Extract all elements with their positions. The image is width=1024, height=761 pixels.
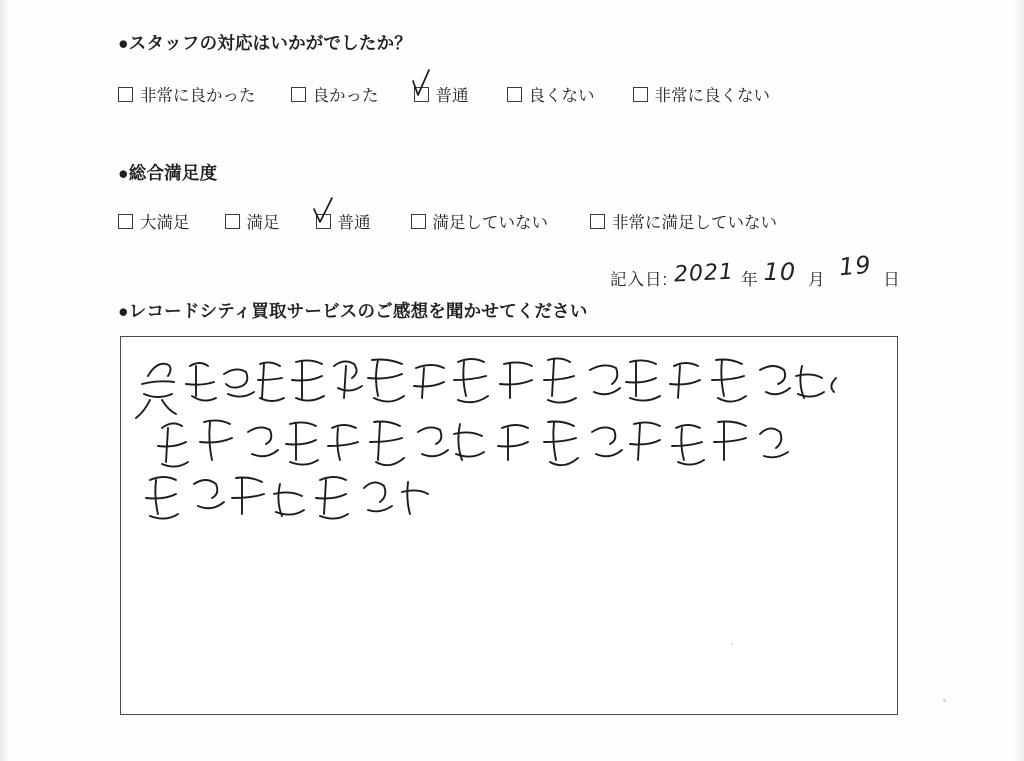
option-label: 満足 [246,214,280,232]
checkbox-icon[interactable] [414,87,429,102]
date-month-unit: 月 [808,271,825,289]
checkbox-icon[interactable] [118,214,133,229]
date-year-value[interactable]: 2021 [673,259,735,288]
checkbox-icon[interactable] [316,214,331,229]
question-heading-staff-response: ●スタッフの対応はいかがでしたか？ [118,33,412,53]
scan-speck [731,643,733,645]
option-staff-good[interactable] [291,82,379,106]
options-row-overall-satisfaction [118,209,777,233]
option-staff-not-good[interactable] [507,82,595,106]
checkbox-icon[interactable] [633,87,648,102]
option-label: 非常に良くない [654,87,770,105]
date-year-unit: 年 [741,271,758,289]
option-label: 非常に満足していない [612,214,777,232]
option-label: 良かった [312,87,379,105]
option-satisfaction-not-satisfied[interactable] [411,209,549,233]
comment-textarea[interactable] [120,336,898,715]
checkbox-icon[interactable] [411,214,426,229]
option-label: 普通 [435,87,469,105]
option-staff-very-good[interactable] [118,82,256,106]
comment-section-heading: ●レコードシティ買取サービスのご感想を聞かせてください [118,301,588,321]
option-staff-very-bad[interactable] [633,82,771,106]
checkbox-icon[interactable] [291,87,306,102]
option-satisfaction-very-satisfied[interactable] [118,209,190,233]
scan-speck [943,699,946,702]
option-label: 良くない [528,87,595,105]
option-label: 満足していない [432,214,548,232]
checkbox-icon[interactable] [590,214,605,229]
checkbox-icon[interactable] [507,87,522,102]
option-satisfaction-satisfied[interactable] [225,209,280,233]
option-satisfaction-very-unsatisfied[interactable] [590,209,777,233]
date-day-unit: 日 [883,271,900,289]
checkbox-icon[interactable] [118,87,133,102]
option-satisfaction-normal[interactable] [316,209,371,233]
date-entry-label: 記入日: [610,271,669,289]
option-label: 大満足 [140,214,190,232]
question-heading-overall-satisfaction: ●総合満足度 [118,163,218,183]
scan-edge-right [1012,0,1024,761]
scan-edge-left [0,0,10,761]
options-row-staff-response [118,82,770,106]
date-entry-row [610,250,900,290]
checkbox-icon[interactable] [225,214,240,229]
date-day-value[interactable]: 19 [837,250,873,282]
option-label: 非常に良かった [140,87,256,105]
option-label: 普通 [337,214,371,232]
date-month-value[interactable]: 10 [763,258,797,286]
option-staff-normal[interactable] [414,82,469,106]
